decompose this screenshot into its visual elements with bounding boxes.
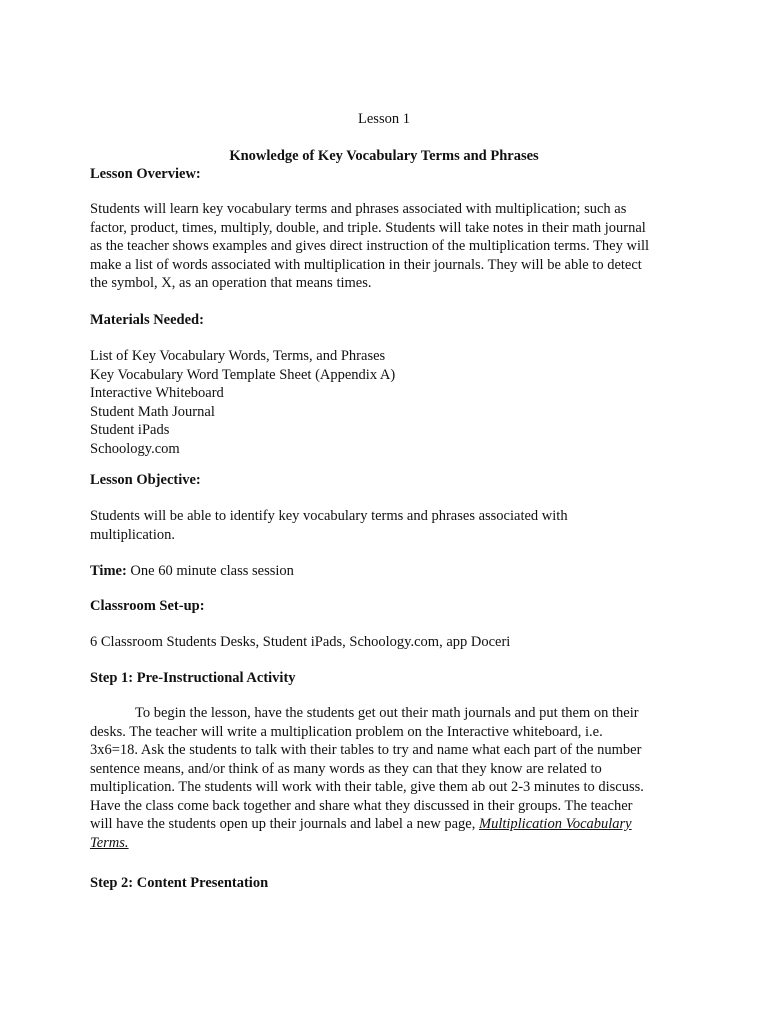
overview-line: make a list of words associated with multiplication in their journals. They will be able to detect: [90, 256, 642, 273]
objective-heading: Lesson Objective:: [90, 472, 201, 488]
time-value: One 60 minute class session: [126, 563, 294, 579]
overview-line: Students will learn key vocabulary terms and phrases associated with multiplication; such as: [90, 201, 627, 217]
materials-item: Interactive Whiteboard: [90, 385, 224, 401]
objective-paragraph: [90, 507, 680, 544]
materials-item: Student Math Journal: [90, 403, 215, 420]
step1-line: multiplication. The students will work with their table, give them ab out 2-3 minutes to discuss.: [90, 779, 644, 795]
overview-line: factor, product, times, multiply, double, and triple. Students will take notes in their math journal: [90, 219, 646, 236]
overview-line: the symbol, X, as an operation that means times.: [90, 275, 372, 291]
materials-item: Key Vocabulary Word Template Sheet (Appendix A): [90, 366, 396, 383]
objective-line: Students will be able to identify key vocabulary terms and phrases associated with: [90, 508, 568, 524]
overview-paragraph: [90, 200, 680, 293]
step1-line: [90, 834, 680, 853]
overview-line: as the teacher shows examples and gives direct instruction of the multiplication terms. They will: [90, 238, 650, 254]
step1-line: sentence means, and/or think of as many words as they can that they know are related to: [90, 760, 602, 777]
materials-heading: Materials Needed:: [90, 312, 204, 328]
setup-heading: Classroom Set-up:: [90, 598, 205, 614]
step1-line-text: will have the students open up their journals and label a new page,: [90, 816, 479, 832]
step1-line: Have the class come back together and share what they discussed in their groups. The teacher: [90, 797, 633, 814]
time-line: [90, 562, 680, 581]
materials-item: List of Key Vocabulary Words, Terms, and Phrases: [90, 348, 386, 364]
overview-heading: Lesson Overview:: [90, 166, 201, 182]
journal-page-title-cont: Terms.: [90, 834, 129, 851]
step1-line: [90, 815, 680, 834]
materials-list: [90, 347, 680, 458]
journal-page-title: Multiplication Vocabulary: [478, 816, 632, 832]
step1-line: desks. The teacher will write a multiplication problem on the Interactive whiteboard, i.e.: [90, 723, 603, 740]
step1-line: To begin the lesson, have the students get out their math journals and put them on their: [135, 705, 639, 721]
objective-line: multiplication.: [90, 526, 175, 543]
materials-item: Schoology.com: [90, 440, 180, 457]
lesson-label: Lesson 1: [358, 111, 410, 127]
step2-heading: Step 2: Content Presentation: [90, 875, 269, 891]
materials-item: Student iPads: [90, 422, 170, 438]
step1-heading: Step 1: Pre-Instructional Activity: [90, 670, 296, 686]
step1-line: 3x6=18. Ask the students to talk with their tables to try and name what each part of the number: [90, 742, 642, 758]
lesson-title: Knowledge of Key Vocabulary Terms and Phrases: [229, 148, 539, 164]
step1-paragraph: [90, 704, 680, 852]
time-label: Time:: [90, 563, 127, 579]
setup-text: 6 Classroom Students Desks, Student iPads, Schoology.com, app Doceri: [90, 634, 511, 650]
